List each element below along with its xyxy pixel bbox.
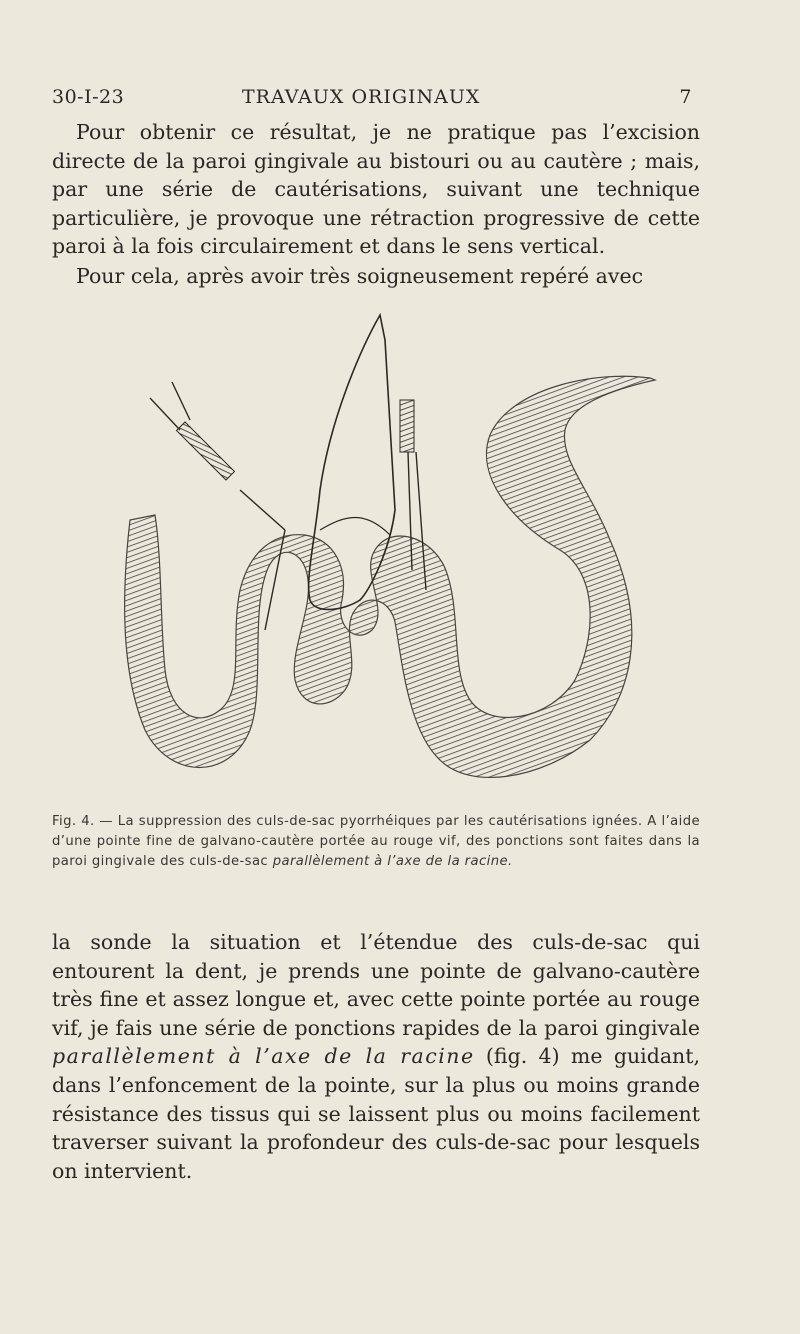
paragraph-2: Pour cela, après avoir très soigneusement repéré avec <box>76 264 644 288</box>
gum-tissue <box>125 376 655 777</box>
header-section-title: TRAVAUX ORIGINAUX <box>242 86 481 108</box>
figure-illustration <box>90 310 690 810</box>
running-header <box>52 86 692 110</box>
header-date: 30-I-23 <box>52 86 125 108</box>
paragraph-3 <box>52 928 700 1185</box>
paragraph-3-text-before: la sonde la situation et l’étendue des culs-de-sac qui entourent la dent, je prends une pointe de galvano-cautère très fine et assez longue et, avec cette pointe portée au rouge vif, je fais une série de ponctions rapides de la paroi gingivale <box>52 930 700 1040</box>
caption-italic: parallèlement à l’axe de la racine. <box>272 854 513 869</box>
paragraph-3-text-after: (fig. 4) me guidant, dans l’enfoncement de la pointe, sur la plus ou moins grande résistance des tissus qui se laissent plus ou moins facilement traverser suivant la profondeur des culs-de-sac pour lesquels on intervient. <box>52 1044 701 1183</box>
left-cautery-instrument <box>150 382 285 630</box>
paragraph-3-italic: parallèlement à l’axe de la racine <box>52 1044 475 1069</box>
paragraph-1: Pour obtenir ce résultat, je ne pratique pas l’excision directe de la paroi gingivale au bistouri ou au cautère ; mais, par une série de cautérisations, suivant une technique particulière, je provoque une rétraction progressive de cette paroi à la fois circulairement et dans le sens vertical. <box>52 120 700 259</box>
caption-text: Fig. 4. — La suppression des culs-de-sac pyorrhéiques par les cautérisations ignées. A l’aide d’une pointe fine de galvano-cautère portée au rouge vif, des ponctions sont faites dans la paroi gingivale des culs-de-sac <box>52 814 700 869</box>
page-number: 7 <box>679 86 692 108</box>
figure-caption <box>52 812 700 872</box>
